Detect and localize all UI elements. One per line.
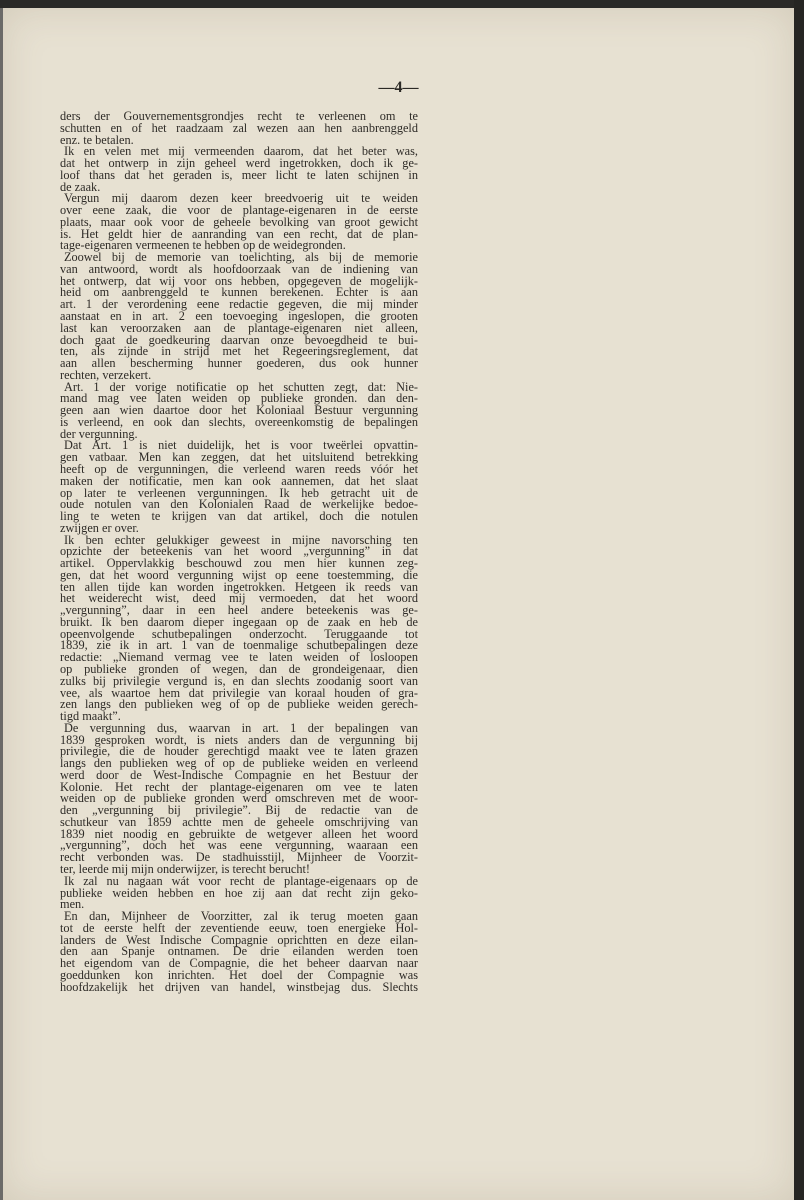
text-line: dat het ontwerp in zijn geheel werd ingetrokken, doch ik ge- [60, 156, 418, 171]
text-line: Ik en velen met mij vermeenden daarom, dat het beter was, [64, 144, 418, 159]
text-line: Ik zal nu nagaan wát voor recht de plantage-eigenaars op de [64, 873, 418, 888]
text-line: tage-eigenaren vermeenen te hebben op de weidegronden. [60, 238, 346, 253]
body-text-column [60, 111, 418, 993]
text-line: zwijgen er over. [60, 520, 139, 535]
text-line: op publieke gronden of wegen, dan de grondeigenaar, dien [60, 661, 418, 676]
text-line: privilegie, die de houder gerechtigd maakt vee te laten grazen [60, 744, 418, 759]
text-line: redactie: „Niemand vermag vee te laten weiden of losloopen [60, 650, 418, 665]
text-line: heeft op de vergunningen, die verleend waren reeds vóór het [60, 461, 418, 476]
text-line: Zoowel bij de memorie van toelichting, als bij de memorie [64, 250, 418, 265]
text-line: gen vatbaar. Men kan zeggen, dat het uitsluitend betrekking [60, 450, 418, 465]
text-line: artikel. Oppervlakkig beschouwd zou men hier kunnen zeg- [60, 556, 418, 571]
text-line: vee, als waartoe hem dat privilegie van koraal houden of gra- [60, 685, 418, 700]
scanner-right-edge [794, 0, 804, 1200]
text-line: van antwoord, wordt als hoofdoorzaak van de indiening van [60, 261, 418, 276]
text-line: Ik ben echter gelukkiger geweest in mijne navorsching ten [64, 532, 418, 547]
text-line: Kolonie. Het recht der plantage-eigenaren om vee te laten [60, 779, 418, 794]
text-line: 1839 niet noodig en gebruikte de wetgever alleen het woord [60, 826, 418, 841]
text-line: men. [60, 897, 85, 912]
text-line: landers de West Indische Compagnie oprichtten en deze eilan- [60, 932, 418, 947]
text-line: ling te weten te krijgen van dat artikel, doch die notulen [60, 509, 418, 524]
text-line: art. 1 der verordening eene redactie gegeven, die mij minder [60, 297, 418, 312]
text-line: 1839, zie ik in art. 1 van de toenmalige schutbepalingen deze [60, 638, 418, 653]
text-line: „vergunning”, daar in een heel andere beteekenis was ge- [60, 603, 418, 618]
text-line: opeenvolgende schutbepalingen onderzocht. Teruggaande tot [60, 626, 418, 641]
text-line: langs den publieken weg of op de publieke weiden en verleend [60, 756, 418, 771]
text-line: schutkeur van 1859 achtte men de geheele omschrijving van [60, 814, 418, 829]
text-line: rechten, verzekert. [60, 367, 152, 382]
text-line: last kan veroorzaken aan de plantage-eigenaren niet alleen, [60, 320, 418, 335]
text-line: Art. 1 der vorige notificatie op het schutten zegt, dat: Nie- [64, 379, 418, 394]
text-line: De vergunning dus, waarvan in art. 1 der bepalingen van [64, 720, 418, 735]
text-line: is verleend, en ook dan slechts, overeenkomstig de bepalingen [60, 414, 418, 429]
text-line: ten allen tijde kan worden ingetrokken. Hetgeen ik reeds van [60, 579, 418, 594]
text-line: geen aan wien daartoe door het Koloniaal Bestuur vergunning [60, 403, 418, 418]
text-line: den aan Spanje ontnamen. De drie eilanden werden toen [60, 944, 418, 959]
text-line: ten, als zijnde in strijd met het Regeeringsreglement, dat [60, 344, 418, 359]
text-line: tigd maakt”. [60, 709, 121, 724]
text-line: bruikt. Ik ben daarom dieper ingegaan op de zaak en heb de [60, 614, 418, 629]
text-line: doch gaat de goedkeuring daarvan onze bevoegdheid te bui- [60, 332, 418, 347]
text-line: aanstaat en in art. 2 een toevoeging ingeslopen, die grooten [60, 309, 418, 324]
text-line: heid om aanbrenggeld te kunnen berekenen. Echter is aan [60, 285, 418, 300]
text-line: oude notulen van den Kolonialen Raad de werkelijke bedoe- [60, 497, 418, 512]
text-line: „vergunning”, doch het was eene vergunning, waaraan een [60, 838, 418, 853]
text-line: den „vergunning bij privilegie”. Bij de redactie van de [60, 803, 418, 818]
text-line: het weiderecht wist, deed mij vermoeden, dat het woord [60, 591, 418, 606]
text-line: het eigendom van de Compagnie, die het beheer daarvan naar [60, 956, 418, 971]
text-line: opzichte der beteekenis van het woord „vergunning” in dat [60, 544, 418, 559]
text-line: over eene zaak, die voor de plantage-eigenaren in de eerste [60, 203, 418, 218]
text-line: recht verbonden was. De stadhuisstijl, Mijnheer de Voorzit- [60, 850, 418, 865]
text-line: werd door de West-Indische Compagnie en het Bestuur der [60, 767, 418, 782]
text-line: het ontwerp, dat wij voor ons hebben, opgegeven de mogelijk- [60, 273, 418, 288]
scanner-top-edge [0, 0, 804, 8]
document-page [3, 8, 794, 1200]
text-line: Vergun mij daarom dezen keer breedvoerig uit te weiden [64, 191, 418, 206]
text-line: ter, leerde mij mijn onderwijzer, is terecht berucht! [60, 862, 310, 876]
text-line: En dan, Mijnheer de Voorzitter, zal ik terug moeten gaan [64, 909, 418, 924]
text-line: plaats, maar ook voor de geheele bevolking van groot gewicht [60, 214, 418, 229]
text-line: loof thans dat het geraden is, meer licht te laten schijnen in [60, 167, 418, 182]
text-line: gen, dat het woord vergunning wijst op eene toestemming, die [60, 567, 418, 582]
text-line: is. Het geldt hier de aanranding van een recht, dat de plan- [60, 226, 418, 241]
text-line: ders der Gouvernementsgrondjes recht te verleenen om te [60, 109, 418, 123]
text-line: aan allen bescherming hunner goederen, dus ook hunner [60, 356, 418, 371]
text-line: hoofdzakelijk het drijven van handel, winstbejag dus. Slechts [60, 979, 418, 994]
text-line: tot de eerste helft der zeventiende eeuw, toen energieke Hol- [60, 920, 418, 935]
text-line: mand mag vee laten weiden op publieke gronden. dan den- [60, 391, 418, 406]
text-line: zulks bij privilegie vergund is, en dan slechts zoodanig soort van [60, 673, 418, 688]
text-line: publieke weiden hebben en hoe zij aan dat recht zijn geko- [60, 885, 418, 900]
text-line: schutten en of het raadzaam zal wezen aan hen aanbrenggeld [60, 120, 418, 135]
text-line: op later te verleenen vergunningen. Ik heb getracht uit de [60, 485, 418, 500]
text-line: der vergunning. [60, 426, 138, 441]
text-line: weiden op de publieke gronden werd omschreven met de woor- [60, 791, 418, 806]
text-line: zen langs den publieken weg of op de publieke weiden gerech- [60, 697, 418, 712]
page-number: —4— [378, 79, 419, 96]
text-line: goeddunken kon inrichten. Het doel der Compagnie was [60, 967, 418, 982]
text-line: maken der notificatie, men kan ook aannemen, dat het slaat [60, 473, 418, 488]
text-line: Dat Art. 1 is niet duidelijk, het is voor tweërlei opvattin- [64, 438, 418, 453]
text-line: 1839 gesproken wordt, is niets anders dan de vergunning bij [60, 732, 418, 747]
text-line: enz. te betalen. [60, 132, 134, 147]
text-line: de zaak. [60, 179, 101, 194]
